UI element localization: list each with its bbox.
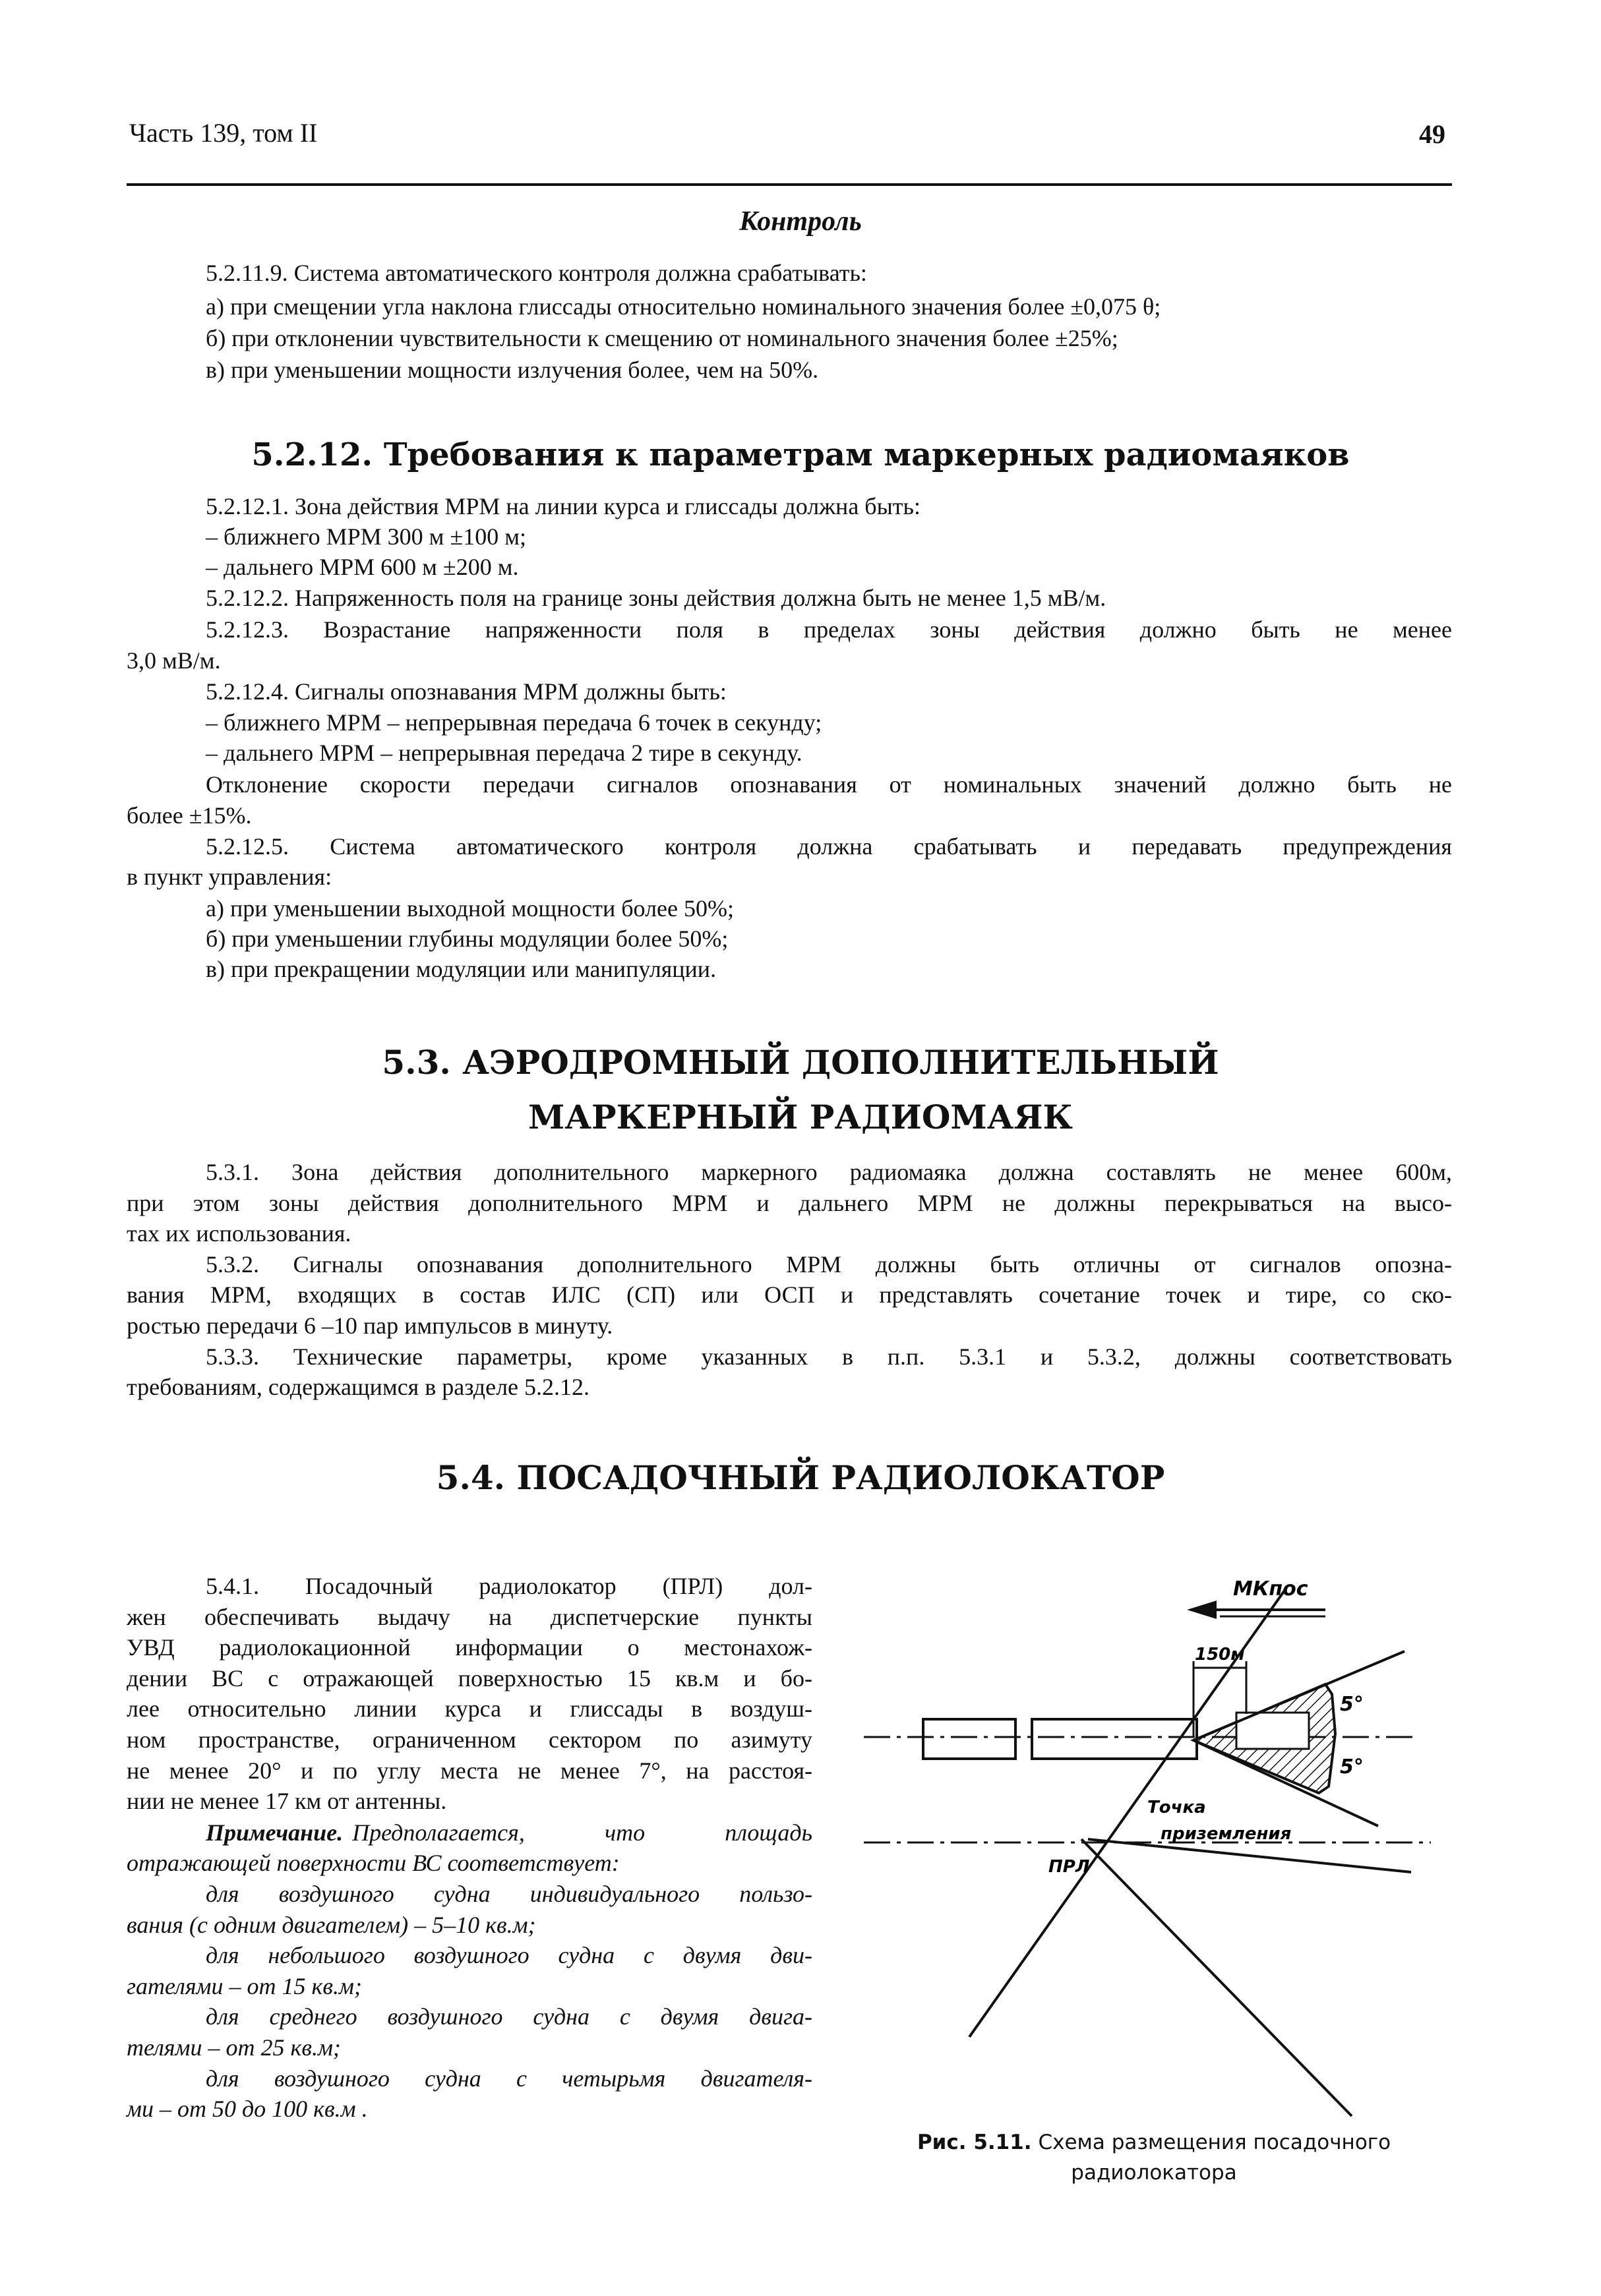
note-label: Примечание.: [206, 1819, 344, 1846]
angle-label: 5°: [1340, 1755, 1364, 1779]
paragraph-line: 3,0 мВ/м.: [127, 647, 221, 674]
paragraph-line: 5.2.12.3. Возрастание напряженности поля в пределах зоны действия должно быть не менее: [206, 616, 1452, 643]
note-text: Предполагается, что площадь: [352, 1819, 812, 1846]
page-number: 49: [1419, 119, 1445, 149]
paragraph-line: 5.4.1. Посадочный радиолокатор (ПРЛ) дол-: [206, 1573, 812, 1599]
note-line: для воздушного судна индивидуального пользо-: [206, 1881, 812, 1907]
list-item: а) при уменьшении выходной мощности более 50%;: [206, 895, 734, 922]
list-item: – дальнего МРМ 600 м ±200 м.: [206, 554, 519, 580]
beam-line: [1088, 1839, 1411, 1872]
paragraph-line: а) при смещении угла наклона глиссады относительно номинального значения более ±0,075 θ;: [206, 293, 1161, 320]
section-heading-5-3: 5.3. АЭРОДРОМНЫЙ ДОПОЛНИТЕЛЬНЫЙ: [382, 1043, 1219, 1082]
running-header: Часть 139, том II: [129, 118, 318, 148]
paragraph-line: 5.2.12.5. Система автоматического контроля должна срабатывать и передавать предупреждения: [206, 833, 1452, 860]
paragraph-line: требованиям, содержащимся в разделе 5.2.12.: [127, 1374, 590, 1400]
touchdown-label: приземления: [1161, 1824, 1292, 1844]
radar-layout-figure: [851, 1562, 1457, 2129]
figure-caption-text: Схема размещения посадочного: [1038, 2131, 1391, 2154]
section-heading-5-4: 5.4. ПОСАДОЧНЫЙ РАДИОЛОКАТОР: [436, 1458, 1165, 1497]
note-line: телями – от 25 кв.м;: [127, 2034, 341, 2061]
paragraph-line: 5.3.2. Сигналы опознавания дополнительного МРМ должны быть отличны от сигналов опозна-: [206, 1251, 1452, 1278]
note-line: для небольшого воздушного судна с двумя дви-: [206, 1942, 812, 1968]
list-item: б) при уменьшении глубины модуляции более 50%;: [206, 926, 729, 952]
note-line: гателями – от 15 кв.м;: [127, 1973, 362, 1999]
paragraph-line: 5.2.12.2. Напряженность поля на границе зоны действия должна быть не менее 1,5 мВ/м.: [206, 585, 1106, 611]
beam-line: [1081, 1839, 1352, 2116]
figure-number: Рис. 5.11.: [917, 2131, 1032, 2154]
paragraph-line: жен обеспечивать выдачу на диспетчерские пункты: [127, 1604, 812, 1630]
paragraph-line: в) при уменьшении мощности излучения более, чем на 50%.: [206, 357, 819, 383]
note-line: ми – от 50 до 100 кв.м .: [127, 2096, 368, 2122]
runway-segment: [1032, 1719, 1197, 1759]
list-item: – дальнего МРМ – непрерывная передача 2 тире в секунду.: [206, 740, 802, 766]
section-heading-5-2-12: 5.2.12. Требования к параметрам маркерных радиомаяков: [251, 436, 1350, 473]
header-rule: [127, 183, 1452, 186]
note-line: для среднего воздушного судна с двумя двига-: [206, 2003, 812, 2030]
paragraph-line: дении ВС с отражающей поверхностью 15 кв.м и бо-: [127, 1665, 812, 1692]
paragraph-line: 5.3.3. Технические параметры, кроме указанных в п.п. 5.3.1 и 5.3.2, должны соответствовать: [206, 1343, 1452, 1370]
paragraph-line: ном пространстве, ограниченном сектором по азимуту: [127, 1726, 812, 1753]
course-arrow: [1187, 1601, 1325, 1619]
paragraph-line: вания МРМ, входящих в состав ИЛС (СП) или ОСП и представлять сочетание точек и тире, со ско-: [127, 1281, 1452, 1308]
paragraph-line: 5.2.12.1. Зона действия МРМ на линии курса и глиссады должна быть:: [206, 493, 921, 519]
paragraph-line: при этом зоны действия дополнительного МРМ и дальнего МРМ не должны перекрываться на высо-: [127, 1190, 1452, 1216]
section-heading-5-3-line2: МАРКЕРНЫЙ РАДИОМАЯК: [528, 1098, 1073, 1136]
angle-label: 5°: [1340, 1693, 1364, 1716]
figure-caption: [897, 2131, 1411, 2154]
paragraph-line: Отклонение скорости передачи сигналов опознавания от номинальных значений должно быть не: [206, 771, 1452, 798]
paragraph-line: в пункт управления:: [127, 864, 332, 890]
note-line: вания (с одним двигателем) – 5–10 кв.м;: [127, 1912, 536, 1938]
paragraph-line: более ±15%.: [127, 802, 252, 829]
distance-label: 150м: [1195, 1645, 1245, 1664]
course-label: МКпос: [1233, 1577, 1308, 1601]
subsection-heading-control: Контроль: [739, 206, 862, 237]
list-item: – ближнего МРМ 300 м ±100 м;: [206, 523, 526, 550]
list-item: в) при прекращении модуляции или манипуляции.: [206, 956, 717, 982]
paragraph-line: 5.3.1. Зона действия дополнительного маркерного радиомаяка должна составлять не менее 600м,: [206, 1159, 1452, 1185]
list-item: – ближнего МРМ – непрерывная передача 6 точек в секунду;: [206, 709, 822, 736]
paragraph-line: УВД радиолокационной информации о местонахож-: [127, 1634, 812, 1661]
note-line: отражающей поверхности ВС соответствует:: [127, 1850, 620, 1876]
paragraph-line: 5.2.11.9. Система автоматического контроля должна срабатывать:: [206, 260, 867, 286]
paragraph-line: тах их использования.: [127, 1220, 351, 1247]
runway-segment: [923, 1719, 1015, 1759]
paragraph-line: нии не менее 17 км от антенны.: [127, 1788, 447, 1814]
radar-label: ПРЛ: [1048, 1857, 1090, 1877]
beam-line: [969, 1589, 1286, 2037]
paragraph-line: ростью передачи 6 –10 пар импульсов в минуту.: [127, 1312, 613, 1339]
figure-caption-line2: радиолокатора: [1071, 2161, 1237, 2185]
paragraph-line: б) при отклонении чувствительности к смещению от номинального значения более ±25%;: [206, 325, 1118, 351]
paragraph-line: 5.2.12.4. Сигналы опознавания МРМ должны быть:: [206, 678, 727, 705]
note-first-line: [206, 1821, 812, 1844]
note-line: для воздушного судна с четырьмя двигателя-: [206, 2065, 812, 2092]
paragraph-line: не менее 20° и по углу места не менее 7°, на расстоя-: [127, 1757, 812, 1784]
paragraph-line: лее относительно линии курса и глиссады в воздуш-: [127, 1695, 812, 1722]
touchdown-label: Точка: [1147, 1798, 1206, 1817]
